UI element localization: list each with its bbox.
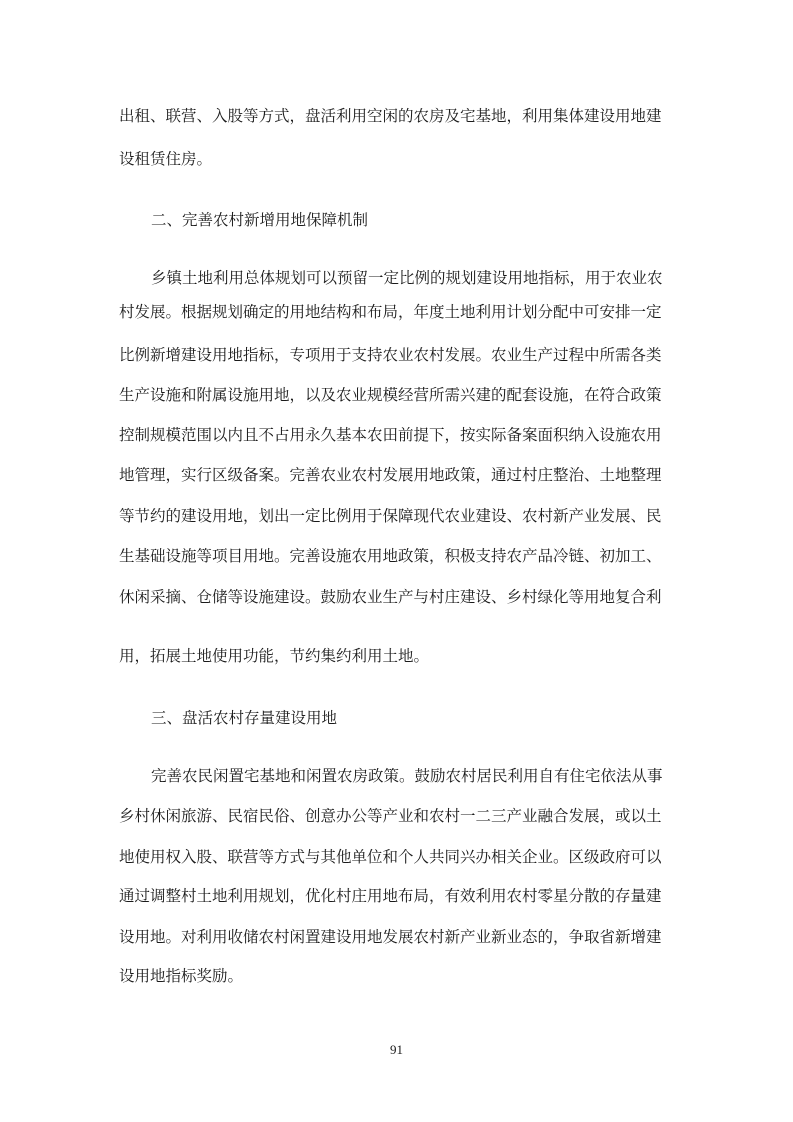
section-heading-3: 三、盘活农村存量建设用地 <box>151 709 338 727</box>
paragraph-line: 地使用权入股、联营等方式与其他单位和个人共同兴办相关企业。区级政府可以 <box>119 848 662 866</box>
paragraph-line: 控制规模范围以内且不占用永久基本农田前提下，按实际备案面积纳入设施农用 <box>119 426 662 444</box>
paragraph-line: 生产设施和附属设施用地，以及农业规模经营所需兴建的配套设施，在符合政策 <box>119 386 662 404</box>
paragraph-line: 用，拓展土地使用功能，节约集约利用土地。 <box>119 647 430 665</box>
paragraph-line: 生基础设施等项目用地。完善设施农用地政策，积极支持农产品冷链、初加工、 <box>119 547 662 565</box>
page-number: 91 <box>390 1042 403 1057</box>
paragraph-line: 休闲采摘、仓储等设施建设。鼓励农业生产与村庄建设、乡村绿化等用地复合利 <box>119 588 662 606</box>
paragraph-line: 设用地。对利用收储农村闲置建设用地发展农村新产业新业态的，争取省新增建 <box>119 928 662 946</box>
paragraph-line: 乡村休闲旅游、民宿民俗、创意办公等产业和农村一二三产业融合发展，或以土 <box>119 807 662 825</box>
section-heading-2: 二、完善农村新增用地保障机制 <box>151 211 369 229</box>
paragraph-line: 设用地指标奖励。 <box>119 967 244 985</box>
paragraph-line: 通过调整村土地利用规划，优化村庄用地布局，有效利用农村零星分散的存量建 <box>119 887 662 905</box>
paragraph-line: 设租赁住房。 <box>119 150 213 168</box>
paragraph-line: 等节约的建设用地，划出一定比例用于保障现代农业建设、农村新产业发展、民 <box>119 507 662 525</box>
paragraph-line: 村发展。根据规划确定的用地结构和布局，年度土地利用计划分配中可安排一定 <box>119 303 662 321</box>
paragraph-line: 乡镇土地利用总体规划可以预留一定比例的规划建设用地指标，用于农业农 <box>151 269 663 287</box>
paragraph-line: 出租、联营、入股等方式，盘活利用空闲的农房及宅基地，利用集体建设用地建 <box>119 107 662 125</box>
paragraph-line: 地管理，实行区级备案。完善农业农村发展用地政策，通过村庄整治、土地整理 <box>119 466 662 484</box>
paragraph-line: 比例新增建设用地指标，专项用于支持农业农村发展。农业生产过程中所需各类 <box>119 346 662 364</box>
paragraph-line: 完善农民闲置宅基地和闲置农房政策。鼓励农村居民利用自有住宅依法从事 <box>151 767 663 785</box>
